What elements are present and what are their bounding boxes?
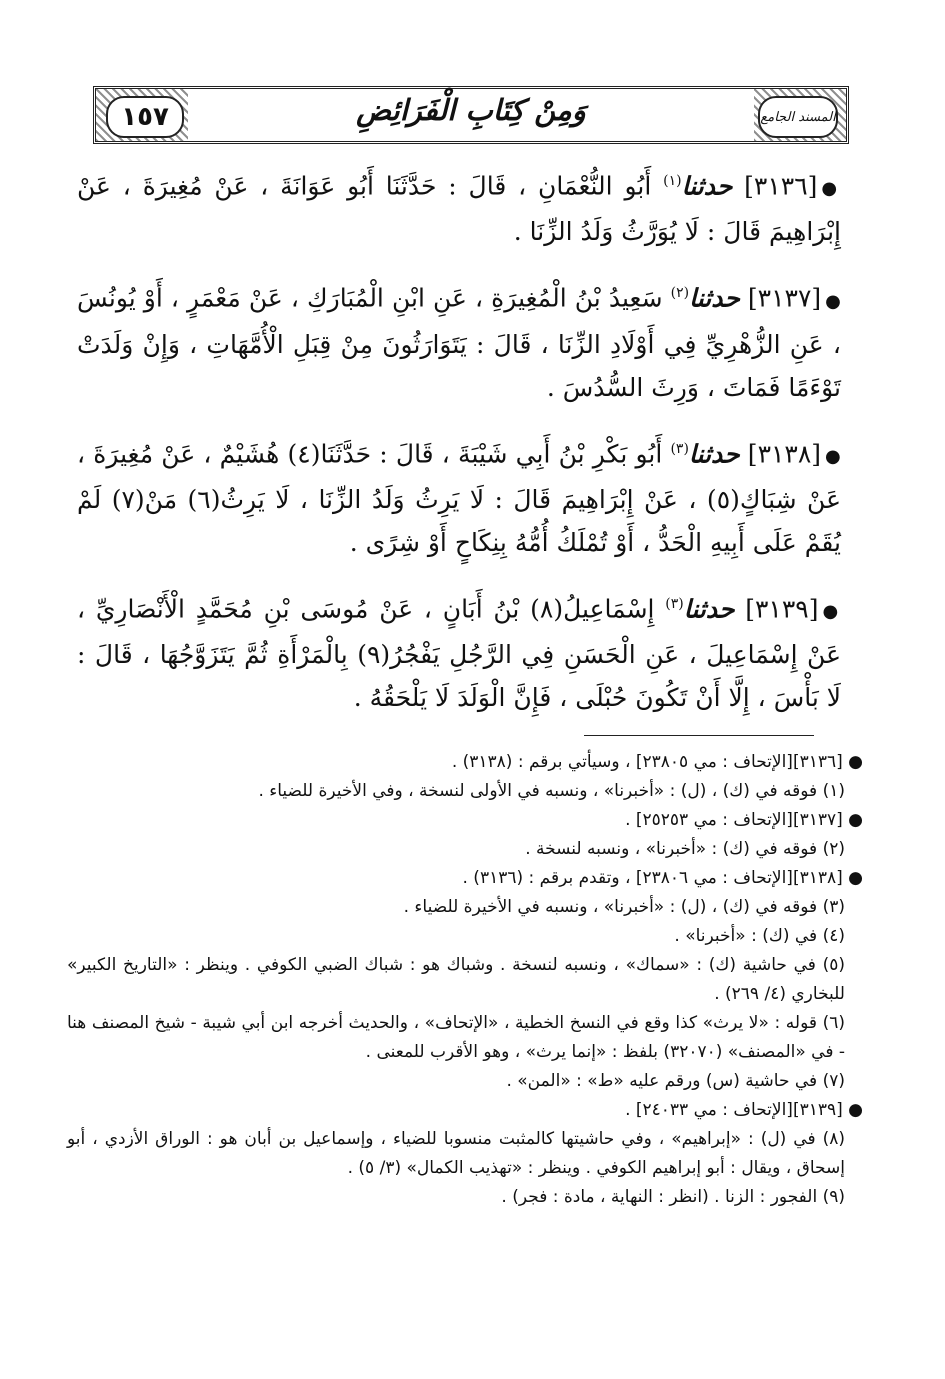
main-text <box>77 160 841 738</box>
footnote-7: (٧) في حاشية (س) ورقم عليه «ط» : «المن» . <box>506 1071 845 1091</box>
bullet-icon: ● <box>821 178 841 200</box>
footnote-2: (٢) فوقه في (ك) : «أخبرنا» ، ونسبه لنسخة . <box>525 839 845 859</box>
hadith-keyword: حدثنا <box>689 283 740 313</box>
hadith-keyword: حدثنا <box>681 171 733 201</box>
footnote-ref: (٣) <box>670 440 689 457</box>
bullet-icon: ● <box>822 601 841 623</box>
hadith-number: [٣١٣٦] <box>744 171 818 201</box>
footnote-ref: (٣) <box>665 595 684 612</box>
footnote-ref: (٢) <box>670 285 690 302</box>
note-ref-3139: ● [٣١٣٩][الإتحاف : مي ٢٤٠٣٣] . <box>625 1100 863 1120</box>
page-number: ١٥٧ <box>106 96 184 138</box>
hadith-3139 <box>77 583 841 719</box>
hadith-text: إِسْمَاعِيلُ(٨) بْنُ أَبَانٍ ، عَنْ مُوسَى بْنِ مُحَمَّدٍ الْأَنْصَارِيِّ ، عَنْ إِسْمَاعِيلَ ، عَنِ الْحَسَنِ فِي الرَّجُلِ يَفْجُرُ(٩) بِالْمَرْأَةِ ثُمَّ يَتَزَوَّجُهَا ، قَالَ : لَا بَأْسَ ، إِلَّا أَنْ تَكُونَ حُبْلَى ، فَإِنَّ الْوَلَدَ لَا يَلْحَقُهُ . <box>77 594 842 713</box>
bullet-icon: ● <box>842 752 863 772</box>
hadith-number: [٣١٣٩] <box>745 594 819 624</box>
hadith-text: أَبُو بَكْرِ بْنُ أَبِي شَيْبَةَ ، قَالَ : حَدَّثَنَا(٤) هُشَيْمٌ ، عَنْ مُغِيرَةَ ، عَنْ شِبَاكٍ(٥) ، عَنْ إِبْرَاهِيمَ قَالَ : لَا يَرِثُ وَلَدُ الزِّنَا ، لَا يَرِثُ(٦) مَنْ(٧) لَمْ يُقَمْ عَلَى أَبِيهِ الْحَدُّ ، أَوْ تُمْلَكُ أُمُّهُ بِنِكَاحٍ أَوْ شِرًى . <box>77 438 841 557</box>
bullet-icon: ● <box>842 1100 863 1120</box>
bullet-icon: ● <box>842 868 863 888</box>
bullet-icon: ● <box>825 445 841 467</box>
footnote-4: (٤) في (ك) : «أخبرنا» . <box>674 926 845 946</box>
hadith-3137 <box>77 272 841 408</box>
hadith-number: [٣١٣٨] <box>747 438 822 468</box>
footnote-separator <box>584 735 814 736</box>
hadith-number: [٣١٣٧] <box>747 283 822 313</box>
footnotes <box>67 748 863 1212</box>
bullet-icon: ● <box>825 290 841 312</box>
footnote-9: (٩) الفجور : الزنا . (انظر : النهاية ، مادة : فجر) . <box>501 1187 845 1207</box>
note-ref-3138: ● [٣١٣٨][الإتحاف : مي ٢٣٨٠٦] ، وتقدم برقم : (٣١٣٦) . <box>462 868 863 888</box>
page-header <box>93 86 849 144</box>
hadith-text: سَعِيدُ بْنُ الْمُغِيرَةِ ، عَنِ ابْنِ الْمُبَارَكِ ، عَنْ مَعْمَرٍ ، أَوْ يُونُسَ ، عَنِ الزُّهْرِيِّ فِي أَوْلَادِ الزِّنَا ، قَالَ : يَتَوَارَثُونَ مِنْ قِبَلِ الْأُمَّهَاتِ ، وَإِنْ وَلَدَتْ تَوْءَمًا فَمَاتَ ، وَرِثَ السُّدُسَ . <box>77 283 841 402</box>
chapter-title: وَمِنْ كِتَابِ الْفَرَائِضِ <box>356 93 586 127</box>
hadith-keyword: حدثنا <box>683 594 735 624</box>
hadith-text: أَبُو النُّعْمَانِ ، قَالَ : حَدَّثَنَا أَبُو عَوَانَةَ ، عَنْ مُغِيرَةَ ، عَنْ إِبْرَاهِيمَ قَالَ : لَا يُوَرَّثُ وَلَدُ الزِّنَا . <box>77 171 841 247</box>
footnote-5: (٥) في حاشية (ك) : «سماك» ، ونسبه لنسخة . وشباك هو : شباك الضبي الكوفي . وينظر : «التاريخ الكبير» للبخاري (٤/ ٢٦٩) . <box>67 955 845 1004</box>
bullet-icon: ● <box>842 810 863 830</box>
note-ref-3137: ● [٣١٣٧][الإتحاف : مي ٢٥٢٥٣] . <box>625 810 863 830</box>
footnote-6: (٦) قوله : «لا يرث» كذا وقع في النسخ الخطية ، «الإتحاف» ، والحديث أخرجه ابن أبي شيبة - شيخ المصنف هنا - في «المصنف» (٣٢٠٧٠) بلفظ : «إنما يرث» ، وهو الأقرب للمعنى . <box>67 1013 845 1062</box>
hadith-3136 <box>77 160 841 253</box>
emblem-logo: المسند الجامع <box>758 96 838 138</box>
footnote-ref: (١) <box>663 173 682 189</box>
footnote-8: (٨) في (ل) : «إبراهيم» ، وفي حاشيتها كالمثبت منسوبا للضياء ، وإسماعيل بن أبان هو : الوراق الأزدي ، أبو إسحاق ، ويقال : أبو إبراهيم الكوفي . وينظر : «تهذيب الكمال» (٣/ ٥) . <box>67 1129 845 1178</box>
hadith-3138 <box>77 428 841 564</box>
footnote-3: (٣) فوقه في (ك) ، (ل) : «أخبرنا» ، ونسبه في الأخيرة للضياء . <box>403 897 845 917</box>
footnote-1: (١) فوقه في (ك) ، (ل) : «أخبرنا» ، ونسبه في الأولى لنسخة ، وفي الأخيرة للضياء . <box>258 781 845 801</box>
note-ref-3136: ● [٣١٣٦][الإتحاف : مي ٢٣٨٠٥] ، وسيأتي برقم : (٣١٣٨) . <box>451 752 863 772</box>
hadith-keyword: حدثنا <box>688 438 740 468</box>
